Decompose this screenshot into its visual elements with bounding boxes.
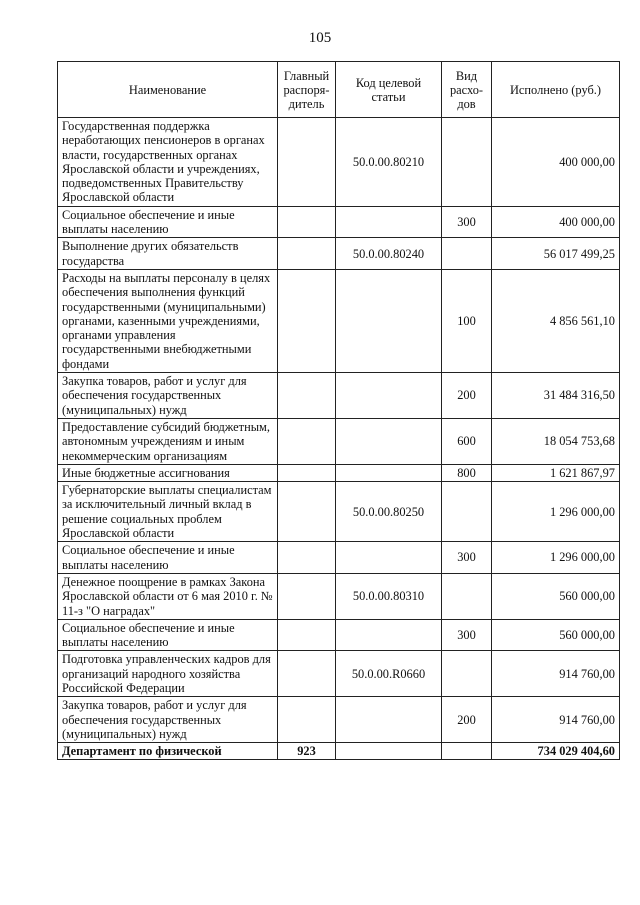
cell-head	[278, 464, 336, 481]
cell-amount: 18 054 753,68	[492, 418, 620, 464]
cell-code	[336, 269, 442, 372]
cell-kind	[442, 482, 492, 542]
cell-code	[336, 697, 442, 743]
table-row	[58, 238, 620, 270]
cell-code	[336, 743, 442, 760]
cell-head	[278, 573, 336, 619]
table-row	[58, 482, 620, 542]
cell-head	[278, 118, 336, 207]
cell-kind: 100	[442, 269, 492, 372]
cell-head	[278, 482, 336, 542]
cell-head	[278, 269, 336, 372]
cell-amount: 734 029 404,60	[492, 743, 620, 760]
table-row	[58, 651, 620, 697]
table-row	[58, 464, 620, 481]
cell-kind	[442, 573, 492, 619]
table-row	[58, 573, 620, 619]
cell-code: 50.0.00.R0660	[336, 651, 442, 697]
cell-kind: 200	[442, 697, 492, 743]
table-row	[58, 542, 620, 574]
cell-head	[278, 238, 336, 270]
cell-name: Государственная поддержка неработающих пенсионеров в органах власти, государственных органах Ярославской области и учреждениях, подведомственных Правительству Ярославской области	[58, 118, 278, 207]
cell-amount: 560 000,00	[492, 619, 620, 651]
header-name: Наименование	[58, 62, 278, 118]
cell-code	[336, 418, 442, 464]
table-row	[58, 118, 620, 207]
page-number: 105	[308, 30, 332, 46]
cell-name: Закупка товаров, работ и услуг для обеспечения государственных (муниципальных) нужд	[58, 373, 278, 419]
cell-code	[336, 373, 442, 419]
cell-kind: 300	[442, 206, 492, 238]
cell-name: Подготовка управленческих кадров для организаций народного хозяйства Российской Федерации	[58, 651, 278, 697]
table-row	[58, 206, 620, 238]
cell-kind	[442, 118, 492, 207]
cell-kind: 300	[442, 542, 492, 574]
header-code: Код целевой статьи	[336, 62, 442, 118]
cell-amount: 914 760,00	[492, 651, 620, 697]
cell-code: 50.0.00.80240	[336, 238, 442, 270]
expenditure-table	[57, 61, 620, 760]
cell-amount: 1 296 000,00	[492, 482, 620, 542]
cell-code: 50.0.00.80310	[336, 573, 442, 619]
cell-amount: 4 856 561,10	[492, 269, 620, 372]
cell-kind	[442, 743, 492, 760]
table-body	[58, 118, 620, 760]
cell-head	[278, 206, 336, 238]
cell-amount: 31 484 316,50	[492, 373, 620, 419]
cell-kind: 800	[442, 464, 492, 481]
cell-name: Закупка товаров, работ и услуг для обеспечения государственных (муниципальных) нужд	[58, 697, 278, 743]
table-row	[58, 619, 620, 651]
cell-name: Денежное поощрение в рамках Закона Ярославской области от 6 мая 2010 г. № 11-з "О наградах"	[58, 573, 278, 619]
cell-kind: 600	[442, 418, 492, 464]
cell-name: Социальное обеспечение и иные выплаты населению	[58, 206, 278, 238]
cell-name: Губернаторские выплаты специалистам за исключительный личный вклад в решение социальных проблем Ярославской области	[58, 482, 278, 542]
cell-head: 923	[278, 743, 336, 760]
cell-code	[336, 542, 442, 574]
table-row	[58, 418, 620, 464]
table-row	[58, 373, 620, 419]
cell-kind	[442, 651, 492, 697]
cell-code	[336, 464, 442, 481]
table-total-row	[58, 743, 620, 760]
cell-name: Предоставление субсидий бюджетным, автономным учреждениям и иным некоммерческим организациям	[58, 418, 278, 464]
cell-code	[336, 619, 442, 651]
cell-code	[336, 206, 442, 238]
table-row	[58, 269, 620, 372]
header-amount: Исполнено (руб.)	[492, 62, 620, 118]
cell-amount: 400 000,00	[492, 118, 620, 207]
cell-head	[278, 697, 336, 743]
cell-head	[278, 542, 336, 574]
cell-amount: 400 000,00	[492, 206, 620, 238]
cell-kind: 200	[442, 373, 492, 419]
cell-name: Социальное обеспечение и иные выплаты населению	[58, 619, 278, 651]
cell-head	[278, 373, 336, 419]
cell-kind	[442, 238, 492, 270]
cell-head	[278, 651, 336, 697]
cell-head	[278, 619, 336, 651]
cell-name: Расходы на выплаты персоналу в целях обеспечения выполнения функций государственными (муниципальными) органами, казенными учреждениями, органами управления государственными внебюджетными фондами	[58, 269, 278, 372]
table-header-row	[58, 62, 620, 118]
cell-amount: 560 000,00	[492, 573, 620, 619]
table-row	[58, 697, 620, 743]
cell-kind: 300	[442, 619, 492, 651]
cell-amount: 1 296 000,00	[492, 542, 620, 574]
cell-name: Выполнение других обязательств государства	[58, 238, 278, 270]
cell-amount: 56 017 499,25	[492, 238, 620, 270]
cell-name: Социальное обеспечение и иные выплаты населению	[58, 542, 278, 574]
cell-head	[278, 418, 336, 464]
cell-code: 50.0.00.80210	[336, 118, 442, 207]
cell-amount: 1 621 867,97	[492, 464, 620, 481]
cell-code: 50.0.00.80250	[336, 482, 442, 542]
header-kind: Вид расхо-дов	[442, 62, 492, 118]
header-head: Главный распоря-дитель	[278, 62, 336, 118]
cell-name: Департамент по физической	[58, 743, 278, 760]
cell-name: Иные бюджетные ассигнования	[58, 464, 278, 481]
cell-amount: 914 760,00	[492, 697, 620, 743]
